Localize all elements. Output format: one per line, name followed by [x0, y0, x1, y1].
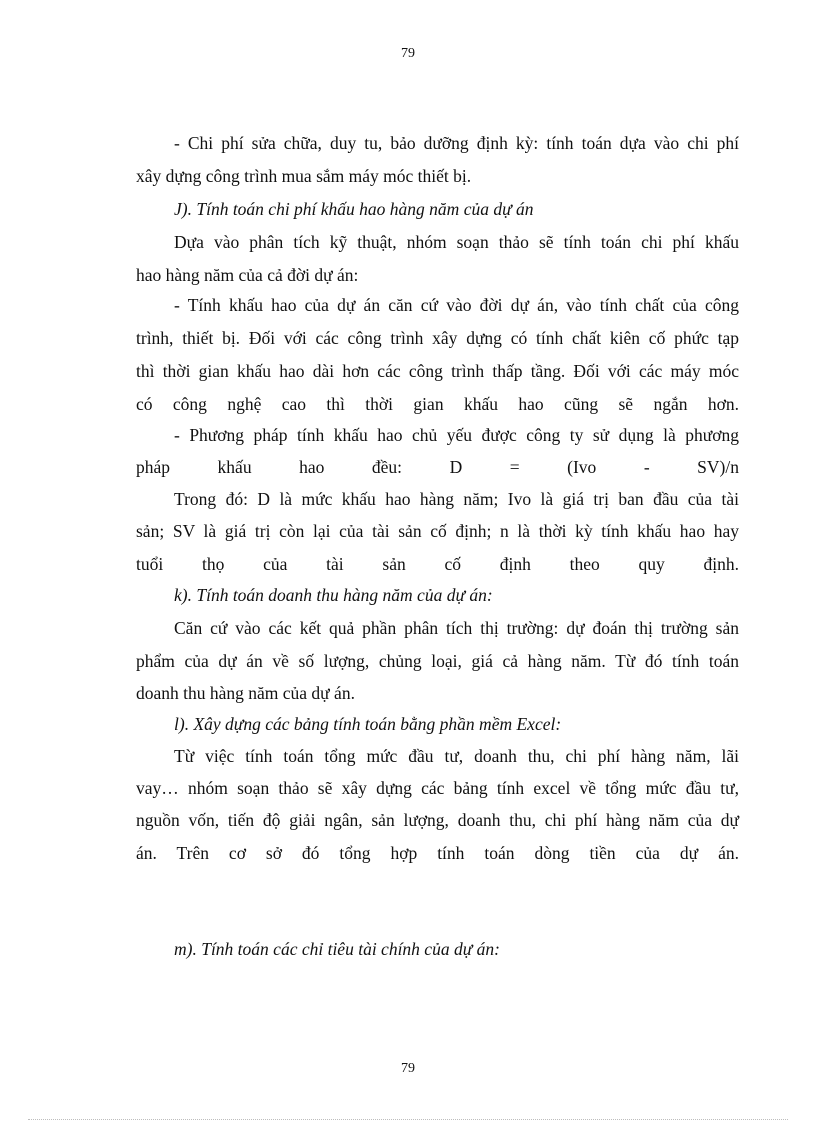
- paragraph-line: doanh thu hàng năm của dự án.: [136, 683, 355, 703]
- section-heading-k: k). Tính toán doanh thu hàng năm của dự án:: [174, 585, 493, 605]
- paragraph-line: Dựa vào phân tích kỹ thuật, nhóm soạn thảo sẽ tính toán chi phí khấu: [174, 232, 739, 252]
- paragraph-line: sản; SV là giá trị còn lại của tài sản cố định; n là thời kỳ tính khấu hao hay: [136, 521, 739, 541]
- paragraph-line: hao hàng năm của cả đời dự án:: [136, 265, 359, 285]
- paragraph-line: - Phương pháp tính khấu hao chủ yếu được công ty sử dụng là phương: [174, 425, 739, 445]
- paragraph-line: trình, thiết bị. Đối với các công trình xây dựng có tính chất kiên cố phức tạp: [136, 328, 739, 348]
- paragraph-line: án. Trên cơ sở đó tổng hợp tính toán dòng tiền của dự án.: [136, 843, 739, 863]
- paragraph-line: xây dựng công trình mua sắm máy móc thiết bị.: [136, 166, 472, 186]
- page-number-bottom: 79: [401, 1061, 415, 1076]
- formula-line: pháp khấu hao đều: D = (Ivo - SV)/n: [136, 457, 739, 477]
- paragraph-line: nguồn vốn, tiến độ giải ngân, sản lượng, doanh thu, chi phí hàng năm của dự: [136, 810, 739, 830]
- page-bottom-rule: [28, 1119, 788, 1120]
- section-heading-l: l). Xây dựng các bảng tính toán bằng phần mềm Excel:: [174, 714, 562, 734]
- paragraph-line: phẩm của dự án về số lượng, chủng loại, giá cả hàng năm. Từ đó tính toán: [136, 651, 739, 671]
- paragraph-line: Trong đó: D là mức khấu hao hàng năm; Ivo là giá trị ban đầu của tài: [174, 489, 739, 509]
- paragraph-line: có công nghệ cao thì thời gian khấu hao cũng sẽ ngắn hơn.: [136, 394, 739, 414]
- section-heading-m: m). Tính toán các chỉ tiêu tài chính của dự án:: [174, 939, 500, 959]
- paragraph-line: vay… nhóm soạn thảo sẽ xây dựng các bảng tính excel về tổng mức đầu tư,: [136, 778, 739, 798]
- page-number-top: 79: [401, 46, 415, 61]
- paragraph-line: Căn cứ vào các kết quả phần phân tích thị trường: dự đoán thị trường sản: [174, 618, 739, 638]
- paragraph-line: - Tính khấu hao của dự án căn cứ vào đời dự án, vào tính chất của công: [174, 295, 739, 315]
- section-heading-j: J). Tính toán chi phí khấu hao hàng năm của dự án: [174, 199, 534, 219]
- paragraph-line: thì thời gian khấu hao dài hơn các công trình thấp tầng. Đối với các máy móc: [136, 361, 739, 381]
- paragraph-line: Từ việc tính toán tổng mức đầu tư, doanh thu, chi phí hàng năm, lãi: [174, 746, 739, 766]
- paragraph-line: - Chi phí sửa chữa, duy tu, bảo dưỡng định kỳ: tính toán dựa vào chi phí: [174, 133, 739, 153]
- paragraph-line: tuổi thọ của tài sản cố định theo quy định.: [136, 554, 739, 574]
